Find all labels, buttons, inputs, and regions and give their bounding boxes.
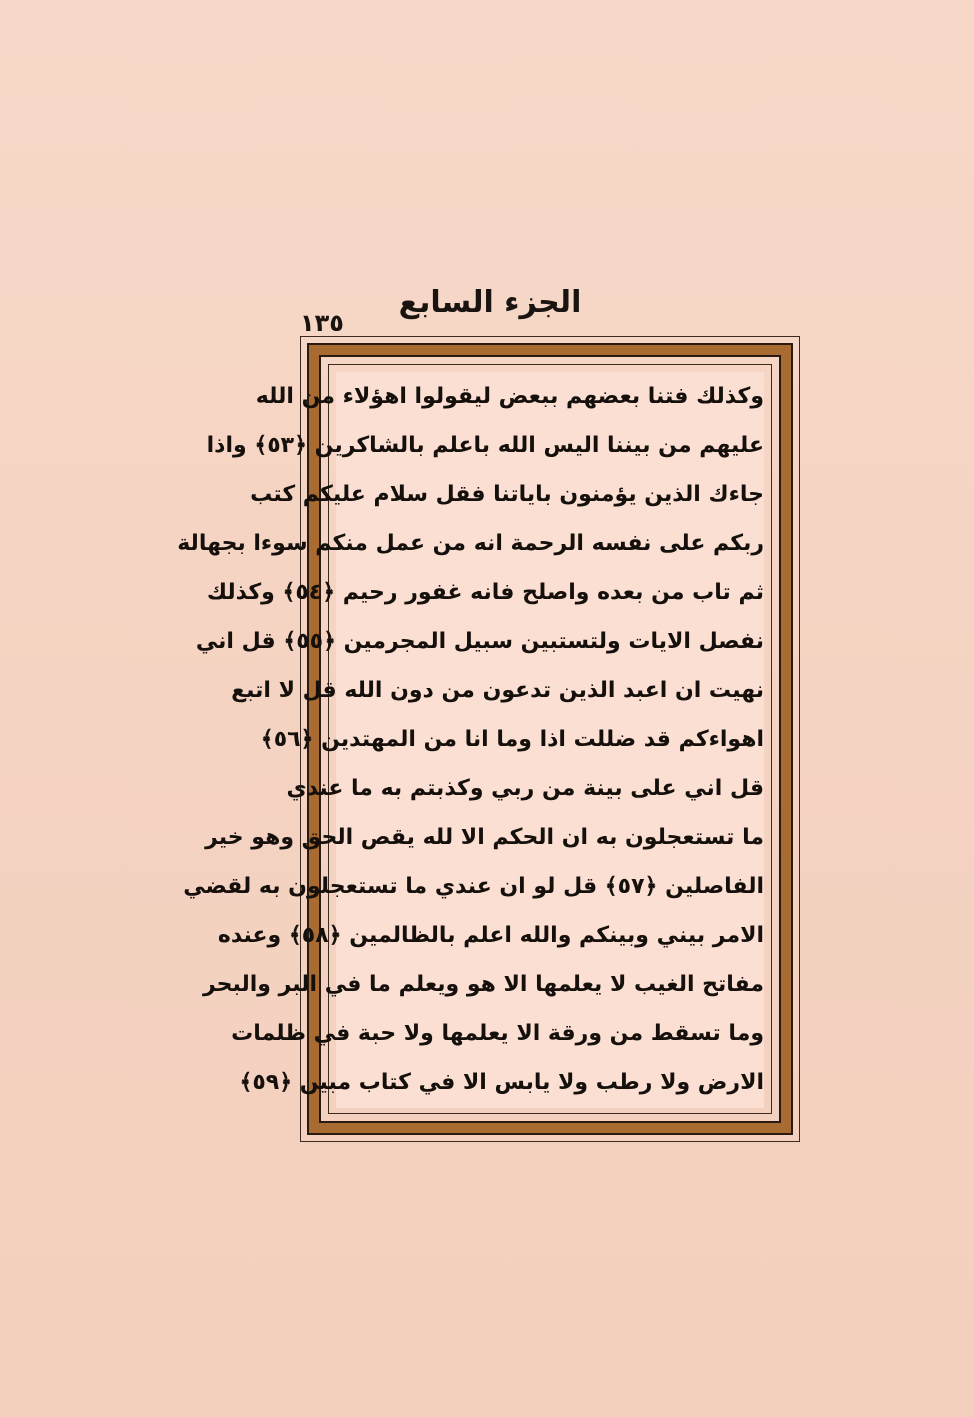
page-number: ١٣٥ [300, 309, 344, 337]
verse-line-3: جاءك الذين يؤمنون باياتنا فقل سلام عليكم كتب [250, 482, 764, 507]
verse-line-9: قل اني على بينة من ربي وكذبتم به ما عندي [286, 776, 764, 801]
verse-line-12: الامر بيني وبينكم والله اعلم بالظالمين ﴿٥٨﴾ وعنده [217, 923, 764, 948]
verse-line-6: نفصل الايات ولتستبين سبيل المجرمين ﴿٥٥﴾ قل اني [195, 629, 764, 654]
verse-line-5: ثم تاب من بعده واصلح فانه غفور رحيم ﴿٥٤﴾ وكذلك [206, 580, 764, 605]
verse-line-14: وما تسقط من ورقة الا يعلمها ولا حبة في ظلمات [231, 1021, 764, 1046]
verse-line-2: عليهم من بيننا اليس الله باعلم بالشاكرين ﴿٥٣﴾ واذا [206, 433, 764, 458]
verse-line-8: اهواءكم قد ضللت اذا وما انا من المهتدين ﴿٥٦﴾ [260, 727, 764, 752]
verse-line-11: الفاصلين ﴿٥٧﴾ قل لو ان عندي ما تستعجلون به لقضي [183, 874, 764, 899]
juz-title: الجزء السابع [398, 285, 582, 320]
verse-line-13: مفاتح الغيب لا يعلمها الا هو ويعلم ما في البر والبحر [202, 972, 764, 997]
verse-line-15: الارض ولا رطب ولا يابس الا في كتاب مبين ﴿٥٩﴾ [239, 1070, 764, 1095]
verse-line-10: ما تستعجلون به ان الحكم الا لله يقص الحق وهو خير [205, 825, 764, 850]
verse-line-7: نهيت ان اعبد الذين تدعون من دون الله قل لا اتبع [231, 678, 764, 703]
verse-line-4: ربكم على نفسه الرحمة انه من عمل منكم سوءا بجهالة [177, 531, 764, 556]
verse-line-1: وكذلك فتنا بعضهم ببعض ليقولوا اهؤلاء من الله [255, 384, 764, 409]
verse-text-block [177, 372, 764, 1108]
